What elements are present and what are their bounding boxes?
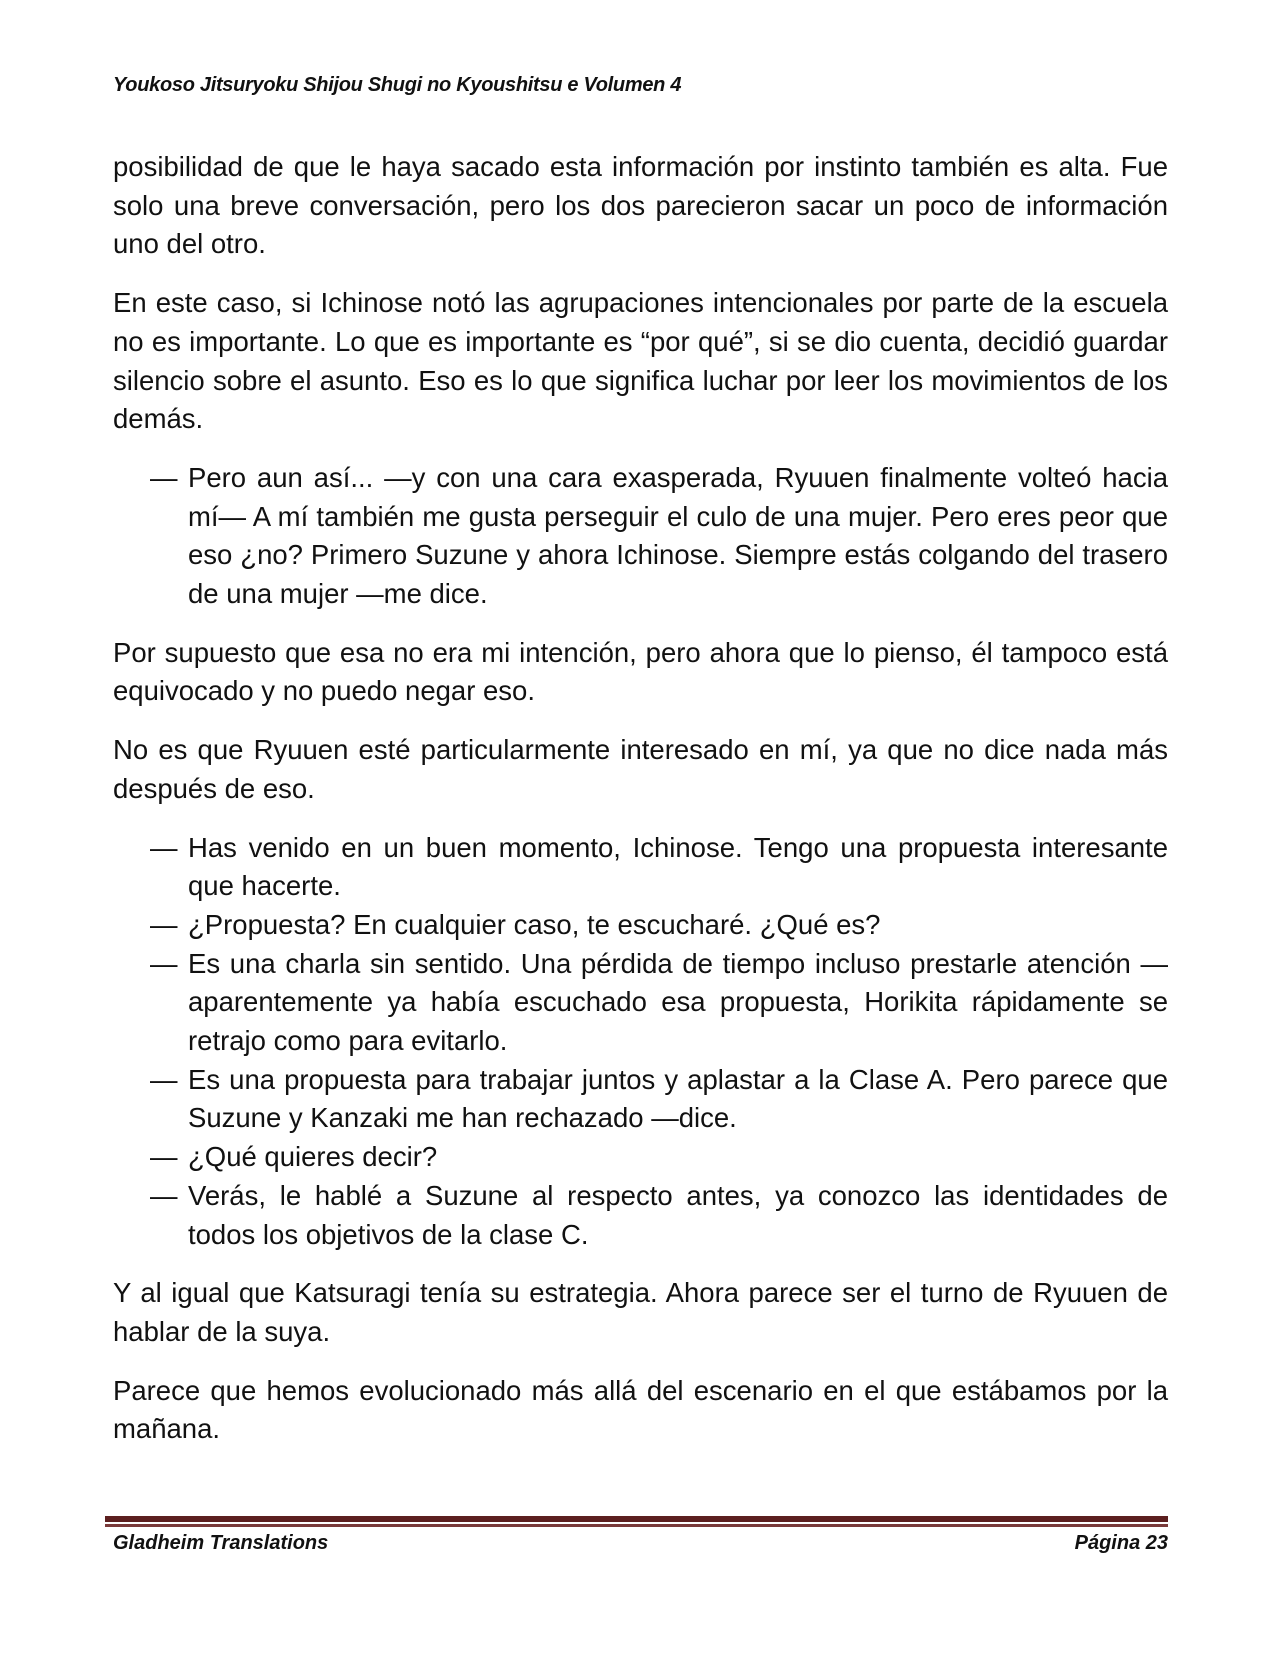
dialogue-block (113, 829, 1168, 1255)
dialogue-line (113, 1177, 1168, 1254)
dash: — (150, 1141, 178, 1173)
dialogue-line (113, 459, 1168, 614)
dash: — (150, 1063, 178, 1095)
running-header: Youkoso Jitsuryoku Shijou Shugi no Kyoushitsu e Volumen 4 (113, 74, 682, 96)
dialogue-text: ¿Propuesta? En cualquier caso, te escucharé. ¿Qué es? (188, 908, 881, 940)
footer-credit: Gladheim Translations (113, 1532, 329, 1554)
paragraph: No es que Ryuuen esté particularmente interesado en mí, ya que no dice nada más después de eso. (113, 734, 1168, 804)
dialogue-text: Verás, le hablé a Suzune al respecto antes, ya conozco las identidades de todos los objetivos de la clase C. (188, 1179, 1168, 1250)
dialogue-text: Es una charla sin sentido. Una pérdida de tiempo incluso prestarle atención —aparentemente ya había escuchado esa propuesta, Horikita rápidamente se retrajo como para evitarlo. (188, 947, 1168, 1057)
paragraph: En este caso, si Ichinose notó las agrupaciones intencionales por parte de la escuela no es importante. Lo que es importante es “por qué”, si se dio cuenta, decidió guardar silencio sobre el asunto. Eso es lo que significa luchar por leer los movimientos de los demás. (113, 287, 1168, 435)
dash: — (150, 1179, 178, 1211)
dash: — (150, 947, 178, 979)
dialogue-line (113, 1061, 1168, 1138)
dialogue-line (113, 1138, 1168, 1177)
page-body (113, 148, 1168, 1469)
dash: — (150, 831, 178, 863)
dialogue-text: Es una propuesta para trabajar juntos y aplastar a la Clase A. Pero parece que Suzune y Kanzaki me han rechazado —dice. (188, 1063, 1168, 1134)
dialogue-text: Pero aun así... —y con una cara exasperada, Ryuuen finalmente volteó hacia mí— A mí también me gusta perseguir el culo de una mujer. Pero eres peor que eso ¿no? Primero Suzune y ahora Ichinose. Siempre estás colgando del trasero de una mujer —me dice. (188, 461, 1168, 610)
page-number: Página 23 (1074, 1532, 1168, 1554)
paragraph: Y al igual que Katsuragi tenía su estrategia. Ahora parece ser el turno de Ryuuen de hablar de la suya. (113, 1277, 1168, 1347)
dash: — (150, 461, 178, 493)
dialogue-text: ¿Qué quieres decir? (188, 1141, 438, 1173)
dialogue-line (113, 906, 1168, 945)
dialogue-line (113, 829, 1168, 906)
paragraph: posibilidad de que le haya sacado esta información por instinto también es alta. Fue solo una breve conversación, pero los dos parecieron sacar un poco de información uno del otro. (113, 151, 1168, 260)
dialogue-block (113, 459, 1168, 614)
dash: — (150, 908, 178, 940)
footer-rule (105, 1516, 1168, 1524)
dialogue-line (113, 945, 1168, 1061)
dialogue-text: Has venido en un buen momento, Ichinose. Tengo una propuesta interesante que hacerte. (188, 831, 1168, 902)
paragraph: Por supuesto que esa no era mi intención, pero ahora que lo pienso, él tampoco está equivocado y no puedo negar eso. (113, 636, 1168, 707)
paragraph: Parece que hemos evolucionado más allá del escenario en el que estábamos por la mañana. (113, 1374, 1168, 1445)
